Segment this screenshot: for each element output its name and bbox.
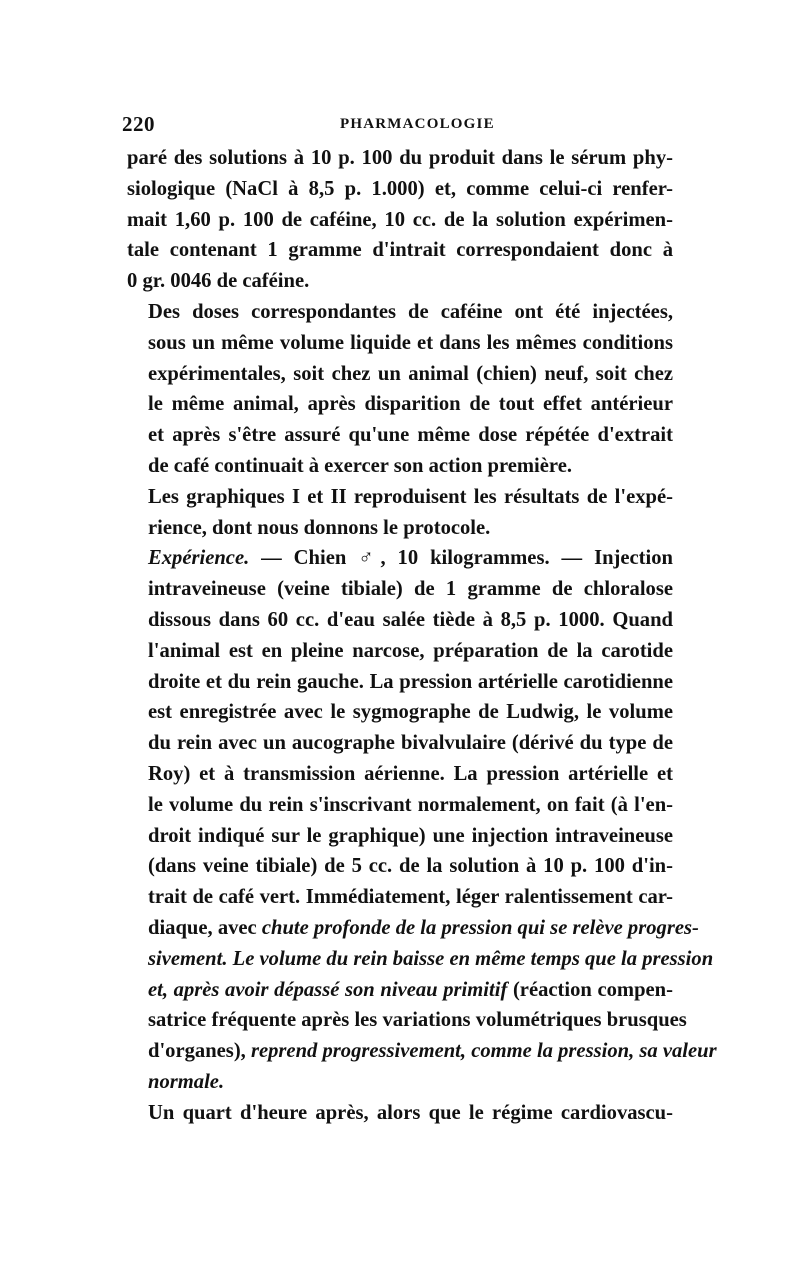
paragraph-4-protocol [127,543,717,1097]
text-line: sivement. Le volume du rein baisse en même temps que la pression [148,947,714,970]
body-text [127,143,717,1129]
paragraph-3 [127,482,673,544]
text-line: le volume du rein s'inscrivant normalement, on fait (à l'en- [148,793,673,816]
experience-label: Expérience. [148,547,250,570]
italic-segment: chute profonde de la pression qui se relève progres- [261,916,699,939]
text-line: et après s'être assuré qu'une même dose répétée d'extrait [148,424,673,447]
page-header [122,112,675,142]
paragraph-5 [127,1098,673,1129]
text-line: droite et du rein gauche. La pression artérielle carotidienne [148,670,673,693]
paragraph-1 [127,143,673,297]
text-line: Des doses correspondantes de caféine ont été injectées, [148,300,673,323]
text-line: Roy) et à transmission aérienne. La pression artérielle et [148,762,673,785]
text-line [127,543,673,574]
text-line [127,1036,717,1067]
text-line: de café continuait à exercer son action première. [148,454,572,477]
text-line: paré des solutions à 10 p. 100 du produit dans le sérum phy- [127,147,673,169]
running-title: PHARMACOLOGIE [340,116,495,132]
text-line: du rein avec un aucographe bivalvulaire (dérivé du type de [148,732,673,755]
text-segment: — Chien ♂, 10 kilogrammes. — Injection [249,547,673,570]
text-line: siologique (NaCl à 8,5 p. 1.000) et, comme celui-ci renfer- [127,177,673,200]
text-segment: (réaction compen- [507,978,673,1001]
text-line: (dans veine tibiale) de 5 cc. de la solution à 10 p. 100 d'in- [148,855,673,878]
text-line: intraveineuse (veine tibiale) de 1 gramme de chloralose [148,578,673,601]
text-line: tale contenant 1 gramme d'intrait correspondaient donc à [127,239,673,262]
paragraph-2 [127,297,673,482]
page-number: 220 [122,112,155,136]
text-line: satrice fréquente après les variations volumétriques brusques [148,1009,687,1032]
text-line: 0 gr. 0046 de caféine. [127,270,310,293]
italic-segment: reprend progressivement, comme la pression, sa valeur [250,1040,717,1063]
text-line: droit indiqué sur le graphique) une injection intraveineuse [148,824,673,847]
text-line: expérimentales, soit chez un animal (chien) neuf, soit chez [148,362,673,385]
text-segment: diaque, avec [148,916,262,939]
text-line [127,913,699,944]
text-line: Un quart d'heure après, alors que le régime cardiovascu- [148,1101,673,1124]
italic-segment: et, après avoir dépassé son niveau primitif [148,978,508,1001]
text-line: sous un même volume liquide et dans les mêmes conditions [148,331,673,354]
text-line: Les graphiques I et II reproduisent les résultats de l'expé- [148,485,673,508]
text-line: est enregistrée avec le sygmographe de Ludwig, le volume [148,701,673,724]
text-line: mait 1,60 p. 100 de caféine, 10 cc. de la solution expérimen- [127,208,673,231]
text-line: l'animal est en pleine narcose, préparation de la carotide [148,639,673,662]
text-line: rience, dont nous donnons le protocole. [148,516,491,539]
text-line: dissous dans 60 cc. d'eau salée tiède à 8,5 p. 1000. Quand [148,608,673,631]
text-line: trait de café vert. Immédiatement, léger ralentissement car- [148,886,673,909]
text-line: normale. [148,1070,225,1093]
text-segment: d'organes), [148,1040,251,1063]
text-line [127,975,673,1006]
text-line: le même animal, après disparition de tout effet antérieur [148,393,673,416]
